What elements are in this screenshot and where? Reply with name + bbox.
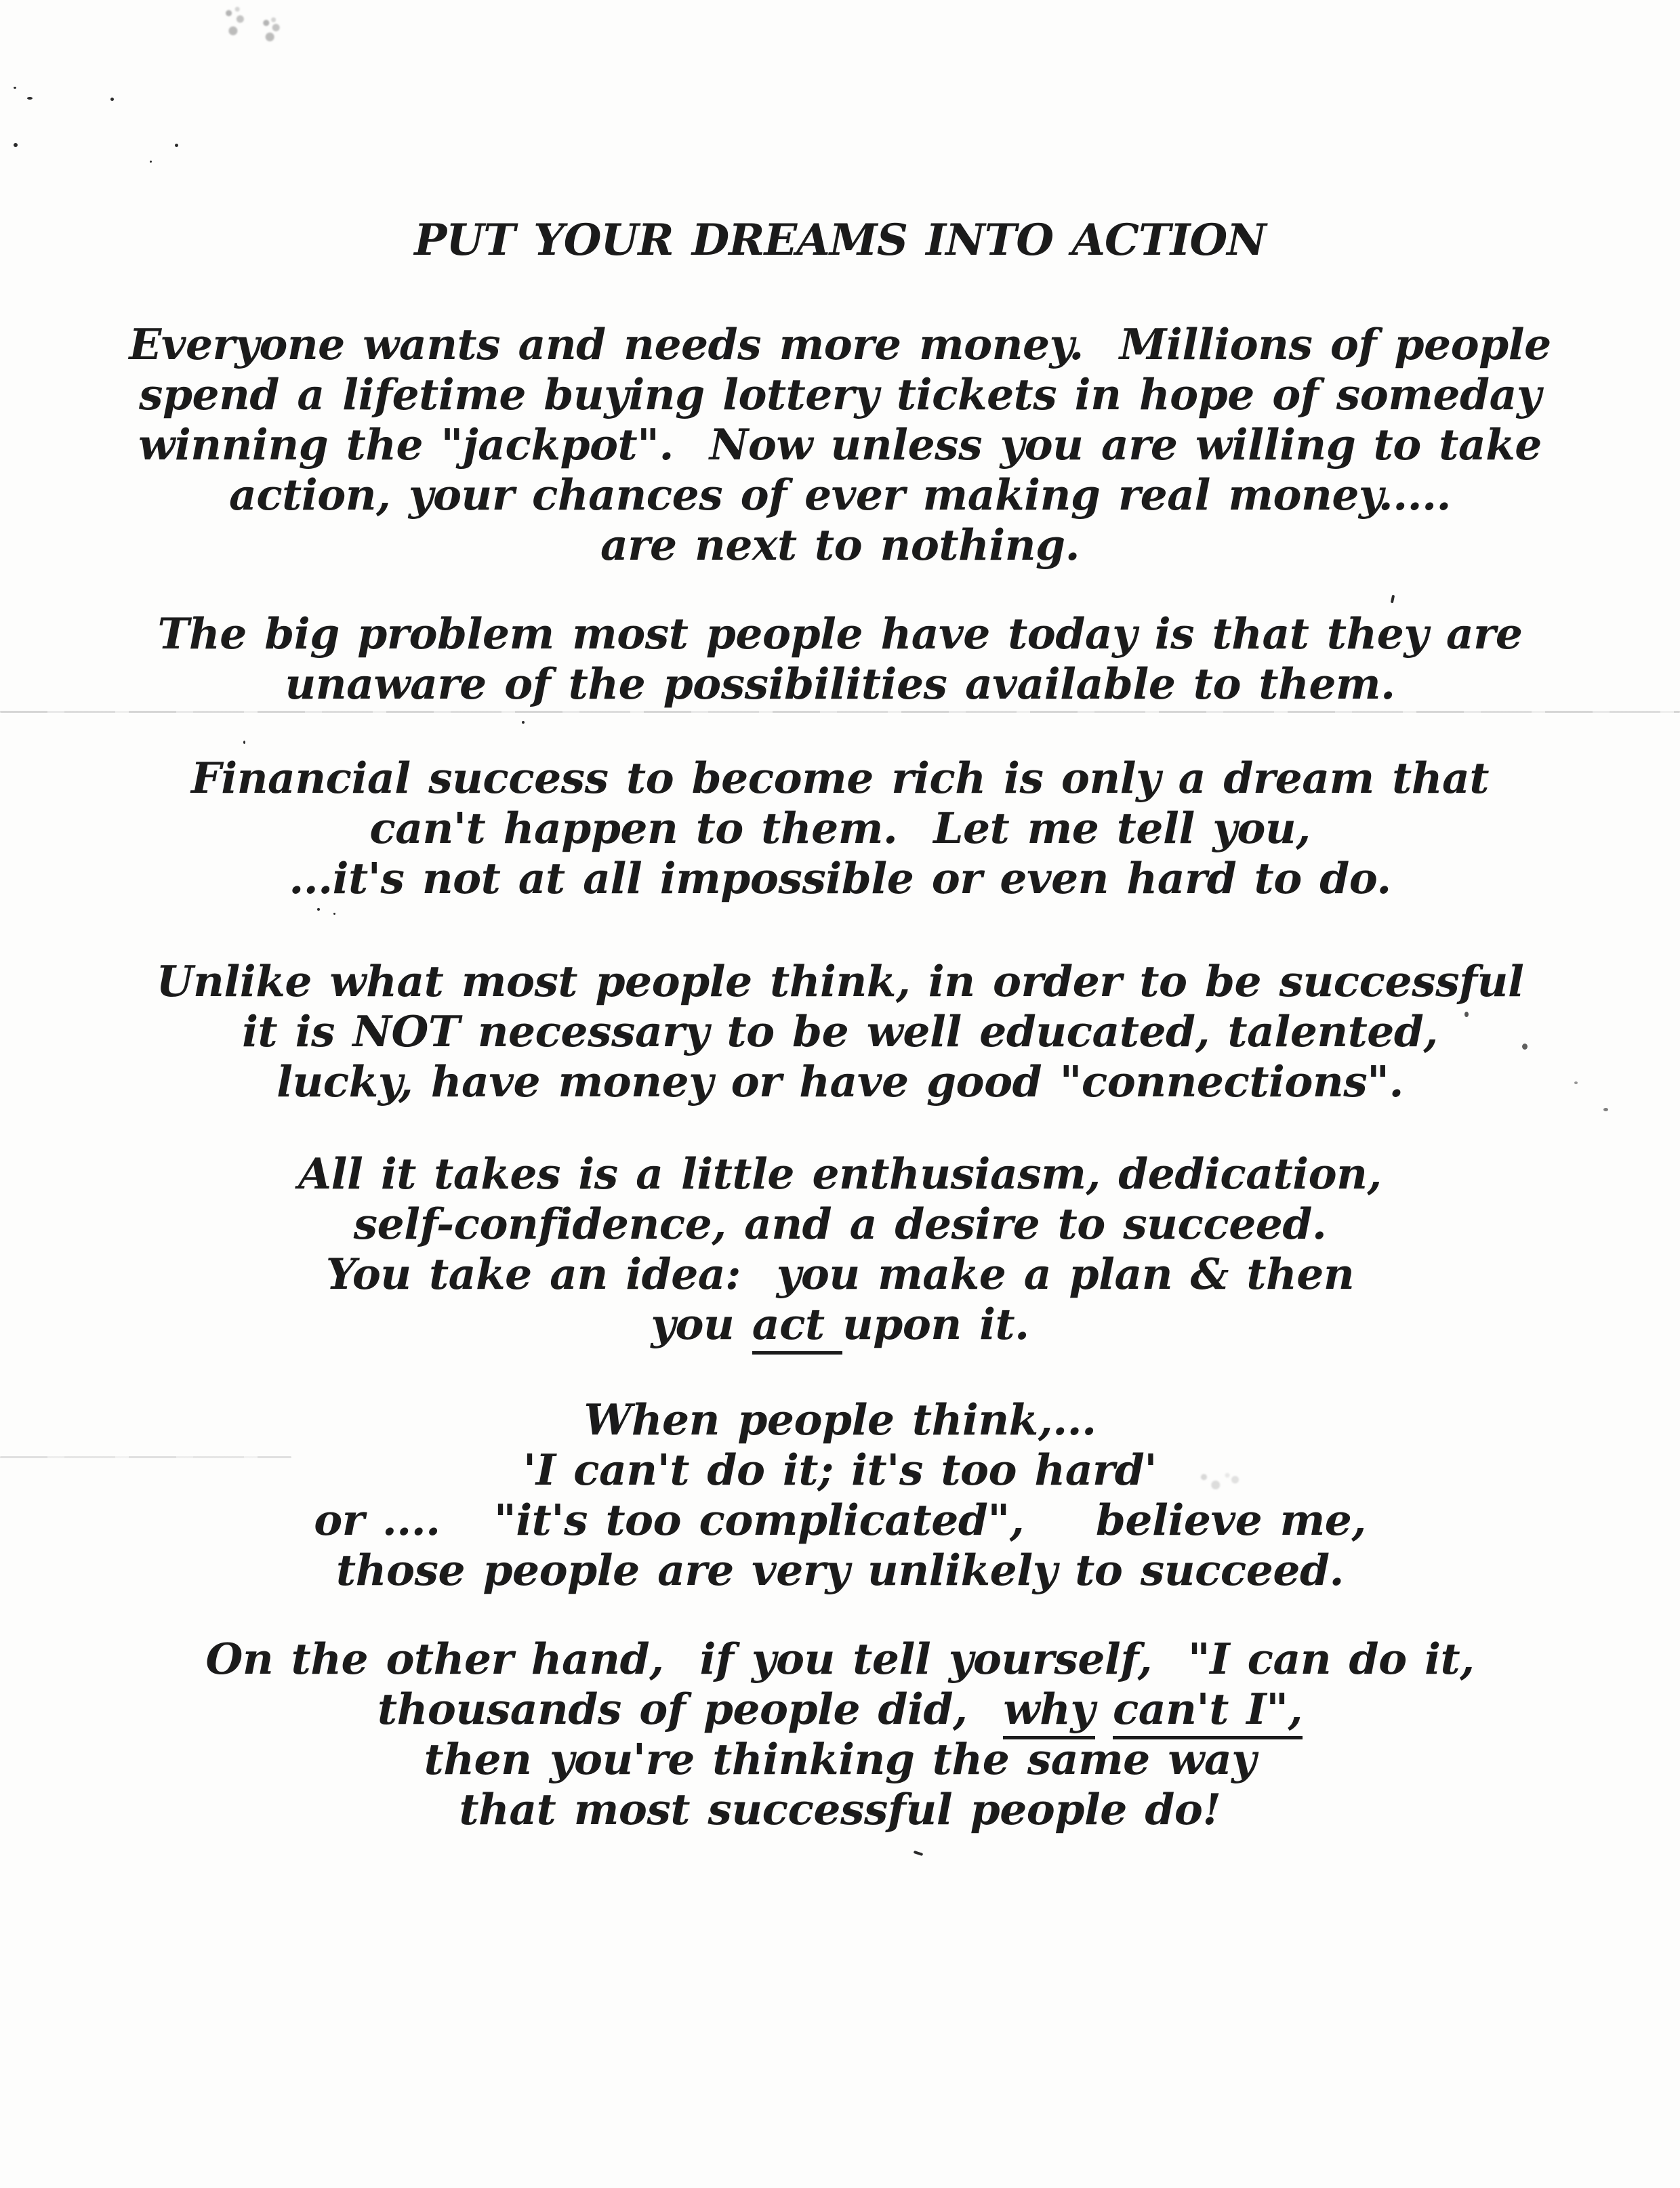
text-segment: can't happen to them. Let me tell you, <box>369 803 1311 853</box>
text-line <box>0 1149 1680 1199</box>
text-line <box>0 753 1680 803</box>
text-segment: Financial success to become rich is only a dream that <box>191 753 1489 803</box>
text-segment: or .... "it's too complicated", believe me, <box>314 1495 1366 1545</box>
text-segment: upon it. <box>842 1299 1029 1349</box>
text-line <box>0 470 1680 520</box>
paragraph <box>0 1395 1680 1595</box>
paragraph <box>0 1149 1680 1349</box>
text-segment: self-confidence, and a desire to succeed. <box>353 1199 1327 1249</box>
text-segment: unaware of the possibilities available to them. <box>285 659 1395 709</box>
dust-speck <box>14 87 16 89</box>
dust-speck <box>14 143 18 147</box>
text-segment: All it takes is a little enthusiasm, dedication, <box>298 1149 1382 1199</box>
text-segment: spend a lifetime buying lottery tickets in hope of someday <box>138 369 1541 419</box>
text-line <box>0 1199 1680 1249</box>
text-segment: you <box>651 1299 752 1349</box>
text-line <box>0 1684 1680 1734</box>
text-line <box>0 1056 1680 1107</box>
paragraph <box>0 956 1680 1107</box>
text-segment: action, your chances of ever making real money..... <box>229 470 1451 520</box>
text-segment: When people think,... <box>583 1395 1097 1445</box>
text-segment: it is NOT necessary to be well educated, talented, <box>242 1006 1438 1056</box>
text-line <box>0 1299 1680 1349</box>
text-line <box>0 1634 1680 1684</box>
scan-smudge <box>1181 1472 1258 1489</box>
dust-speck <box>1574 1081 1578 1084</box>
text-line <box>0 1545 1680 1595</box>
text-segment <box>1095 1684 1113 1734</box>
text-segment: then you're thinking the same way <box>424 1734 1256 1784</box>
text-line <box>0 803 1680 853</box>
text-line <box>0 1395 1680 1445</box>
text-line <box>0 853 1680 903</box>
text-line <box>0 1495 1680 1545</box>
dust-speck <box>1603 1108 1608 1111</box>
text-segment: that most successful people do! <box>459 1784 1221 1834</box>
text-line <box>0 1734 1680 1784</box>
text-segment: Unlike what most people think, in order to be successful <box>156 956 1524 1006</box>
text-segment: winning the "jackpot". Now unless you are willing to take <box>138 419 1542 470</box>
scan-streak <box>0 1456 291 1458</box>
underlined-text: why <box>1003 1684 1094 1739</box>
underlined-text: act <box>752 1299 842 1355</box>
text-segment: On the other hand, if you tell yourself, "I can do it, <box>205 1634 1475 1684</box>
dust-speck <box>27 97 33 100</box>
paragraph <box>0 319 1680 570</box>
text-line <box>0 419 1680 470</box>
text-segment: lucky, have money or have good "connections". <box>276 1056 1404 1107</box>
dust-speck <box>175 144 178 147</box>
dust-speck <box>522 721 525 724</box>
paragraph <box>0 1634 1680 1834</box>
dust-speck <box>317 908 320 911</box>
pencil-smudge <box>259 14 283 45</box>
text-line <box>0 659 1680 709</box>
text-line <box>0 956 1680 1006</box>
text-line <box>0 520 1680 570</box>
dust-speck <box>243 741 245 744</box>
dust-speck <box>110 98 114 101</box>
dust-speck <box>333 913 335 915</box>
text-line <box>0 1445 1680 1495</box>
text-segment: The big problem most people have today is that they are <box>157 608 1523 659</box>
text-line <box>0 608 1680 659</box>
text-line <box>0 369 1680 419</box>
text-line <box>0 1006 1680 1056</box>
dust-speck <box>1522 1044 1528 1050</box>
text-line <box>0 319 1680 369</box>
page-title: PUT YOUR DREAMS INTO ACTION <box>414 215 1266 266</box>
scan-streak <box>0 711 1680 713</box>
text-segment: thousands of people did, <box>377 1684 1004 1734</box>
text-segment: 'I can't do it; it's too hard' <box>523 1445 1157 1495</box>
text-line <box>0 1249 1680 1299</box>
pencil-smudge <box>220 1 249 41</box>
paragraph <box>0 753 1680 903</box>
text-segment: You take an idea: you make a plan & then <box>325 1249 1355 1299</box>
text-segment: ...it's not at all impossible or even hard to do. <box>289 853 1391 903</box>
text-line <box>0 1784 1680 1834</box>
underlined-text: can't I", <box>1113 1684 1303 1739</box>
text-segment: Everyone wants and needs more money. Millions of people <box>129 319 1551 369</box>
dust-speck <box>150 161 152 163</box>
text-segment: are next to nothing. <box>600 520 1080 570</box>
text-segment: those people are very unlikely to succeed. <box>336 1545 1344 1595</box>
dust-speck <box>1464 1012 1469 1017</box>
paragraph <box>0 608 1680 709</box>
